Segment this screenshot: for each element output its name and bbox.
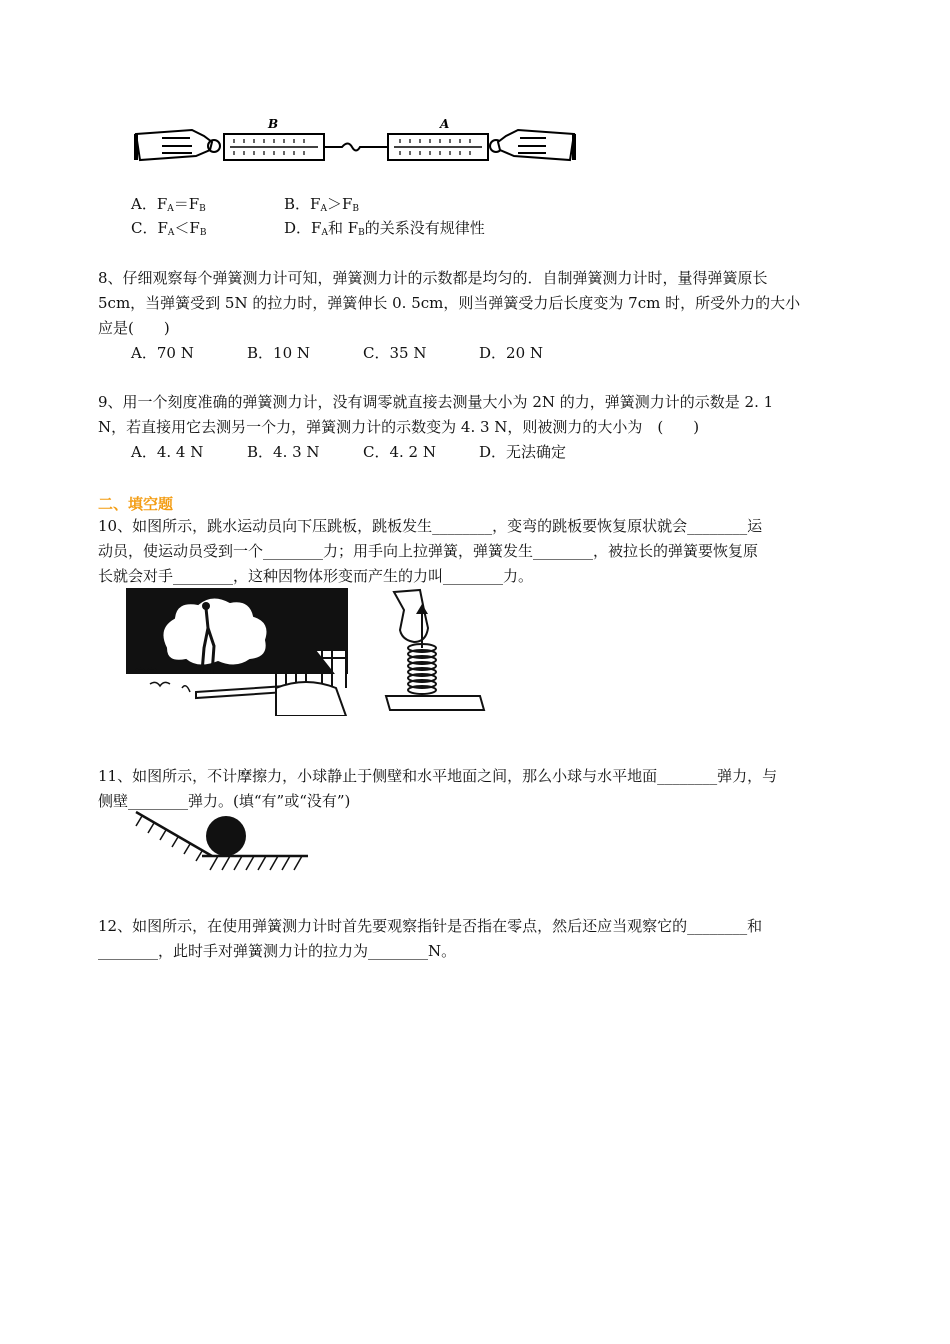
scale-a-label: A [440, 117, 450, 131]
hand-spring-figure [380, 588, 488, 716]
diving-board-figure [126, 588, 348, 716]
q11-text-line2: 侧壁________弹力。(填“有”或“没有”) [98, 792, 351, 810]
scale-b-label: B [268, 117, 279, 131]
q10-text-line3: 长就会对手________，这种因物体形变而产生的力叫________力。 [98, 567, 534, 585]
q7-option-b: B．$F_A>F_B$ [284, 195, 359, 214]
q8-option-d: D．20 N [479, 344, 544, 362]
spring-scales-figure [132, 116, 578, 174]
q8-text-line1: 8、仔细观察每个弹簧测力计可知，弹簧测力计的示数都是均匀的．自制弹簧测力计时，量得弹簧原长 [98, 269, 768, 287]
q9-option-b: B．4. 3 N [247, 443, 320, 461]
q7-option-d: D．$F_A$和 $F_B$的关系没有规律性 [284, 219, 485, 238]
q10-text-line1: 10、如图所示，跳水运动员向下压跳板，跳板发生________，变弯的跳板要恢复原状就会________运 [98, 517, 763, 535]
q12-text-line2: ________，此时手对弹簧测力计的拉力为________N。 [98, 942, 457, 960]
q8-option-a: A．70 N [131, 344, 194, 362]
q8-text-line2: 5cm，当弹簧受到 5N 的拉力时，弹簧伸长 0. 5cm，则当弹簧受力后长度变为 7cm 时，所受外力的大小 [98, 294, 801, 312]
q9-option-d: D．无法确定 [479, 443, 567, 461]
q8-option-c: C．35 N [363, 344, 427, 362]
q9-text-line1: 9、用一个刻度准确的弹簧测力计，没有调零就直接去测量大小为 2N 的力，弹簧测力计的示数是 2. 1 [98, 393, 774, 411]
section-title: 二、填空题 [98, 495, 174, 513]
q7-option-c: C．$F_A<F_B$ [131, 219, 207, 238]
q9-option-c: C．4. 2 N [363, 443, 436, 461]
q10-text-line2: 动员，使运动员受到一个________力；用手向上拉弹簧，弹簧发生________，被拉长的弹簧要恢复原 [98, 542, 759, 560]
q7-option-a: A．$F_A=F_B$ [131, 195, 206, 214]
q9-text-line2: N，若直接用它去测另一个力，弹簧测力计的示数变为 4. 3 N，则被测力的大小为 ( ) [98, 418, 700, 436]
q8-option-b: B．10 N [247, 344, 311, 362]
q11-text-line1: 11、如图所示，不计摩擦力，小球静止于侧壁和水平地面之间，那么小球与水平地面________弹力，与 [98, 767, 778, 785]
ball-wall-figure [126, 808, 312, 880]
q9-option-a: A．4. 4 N [131, 443, 204, 461]
q8-text-line3: 应是( ) [98, 319, 170, 337]
q12-text-line1: 12、如图所示，在使用弹簧测力计时首先要观察指针是否指在零点，然后还应当观察它的________和 [98, 917, 763, 935]
